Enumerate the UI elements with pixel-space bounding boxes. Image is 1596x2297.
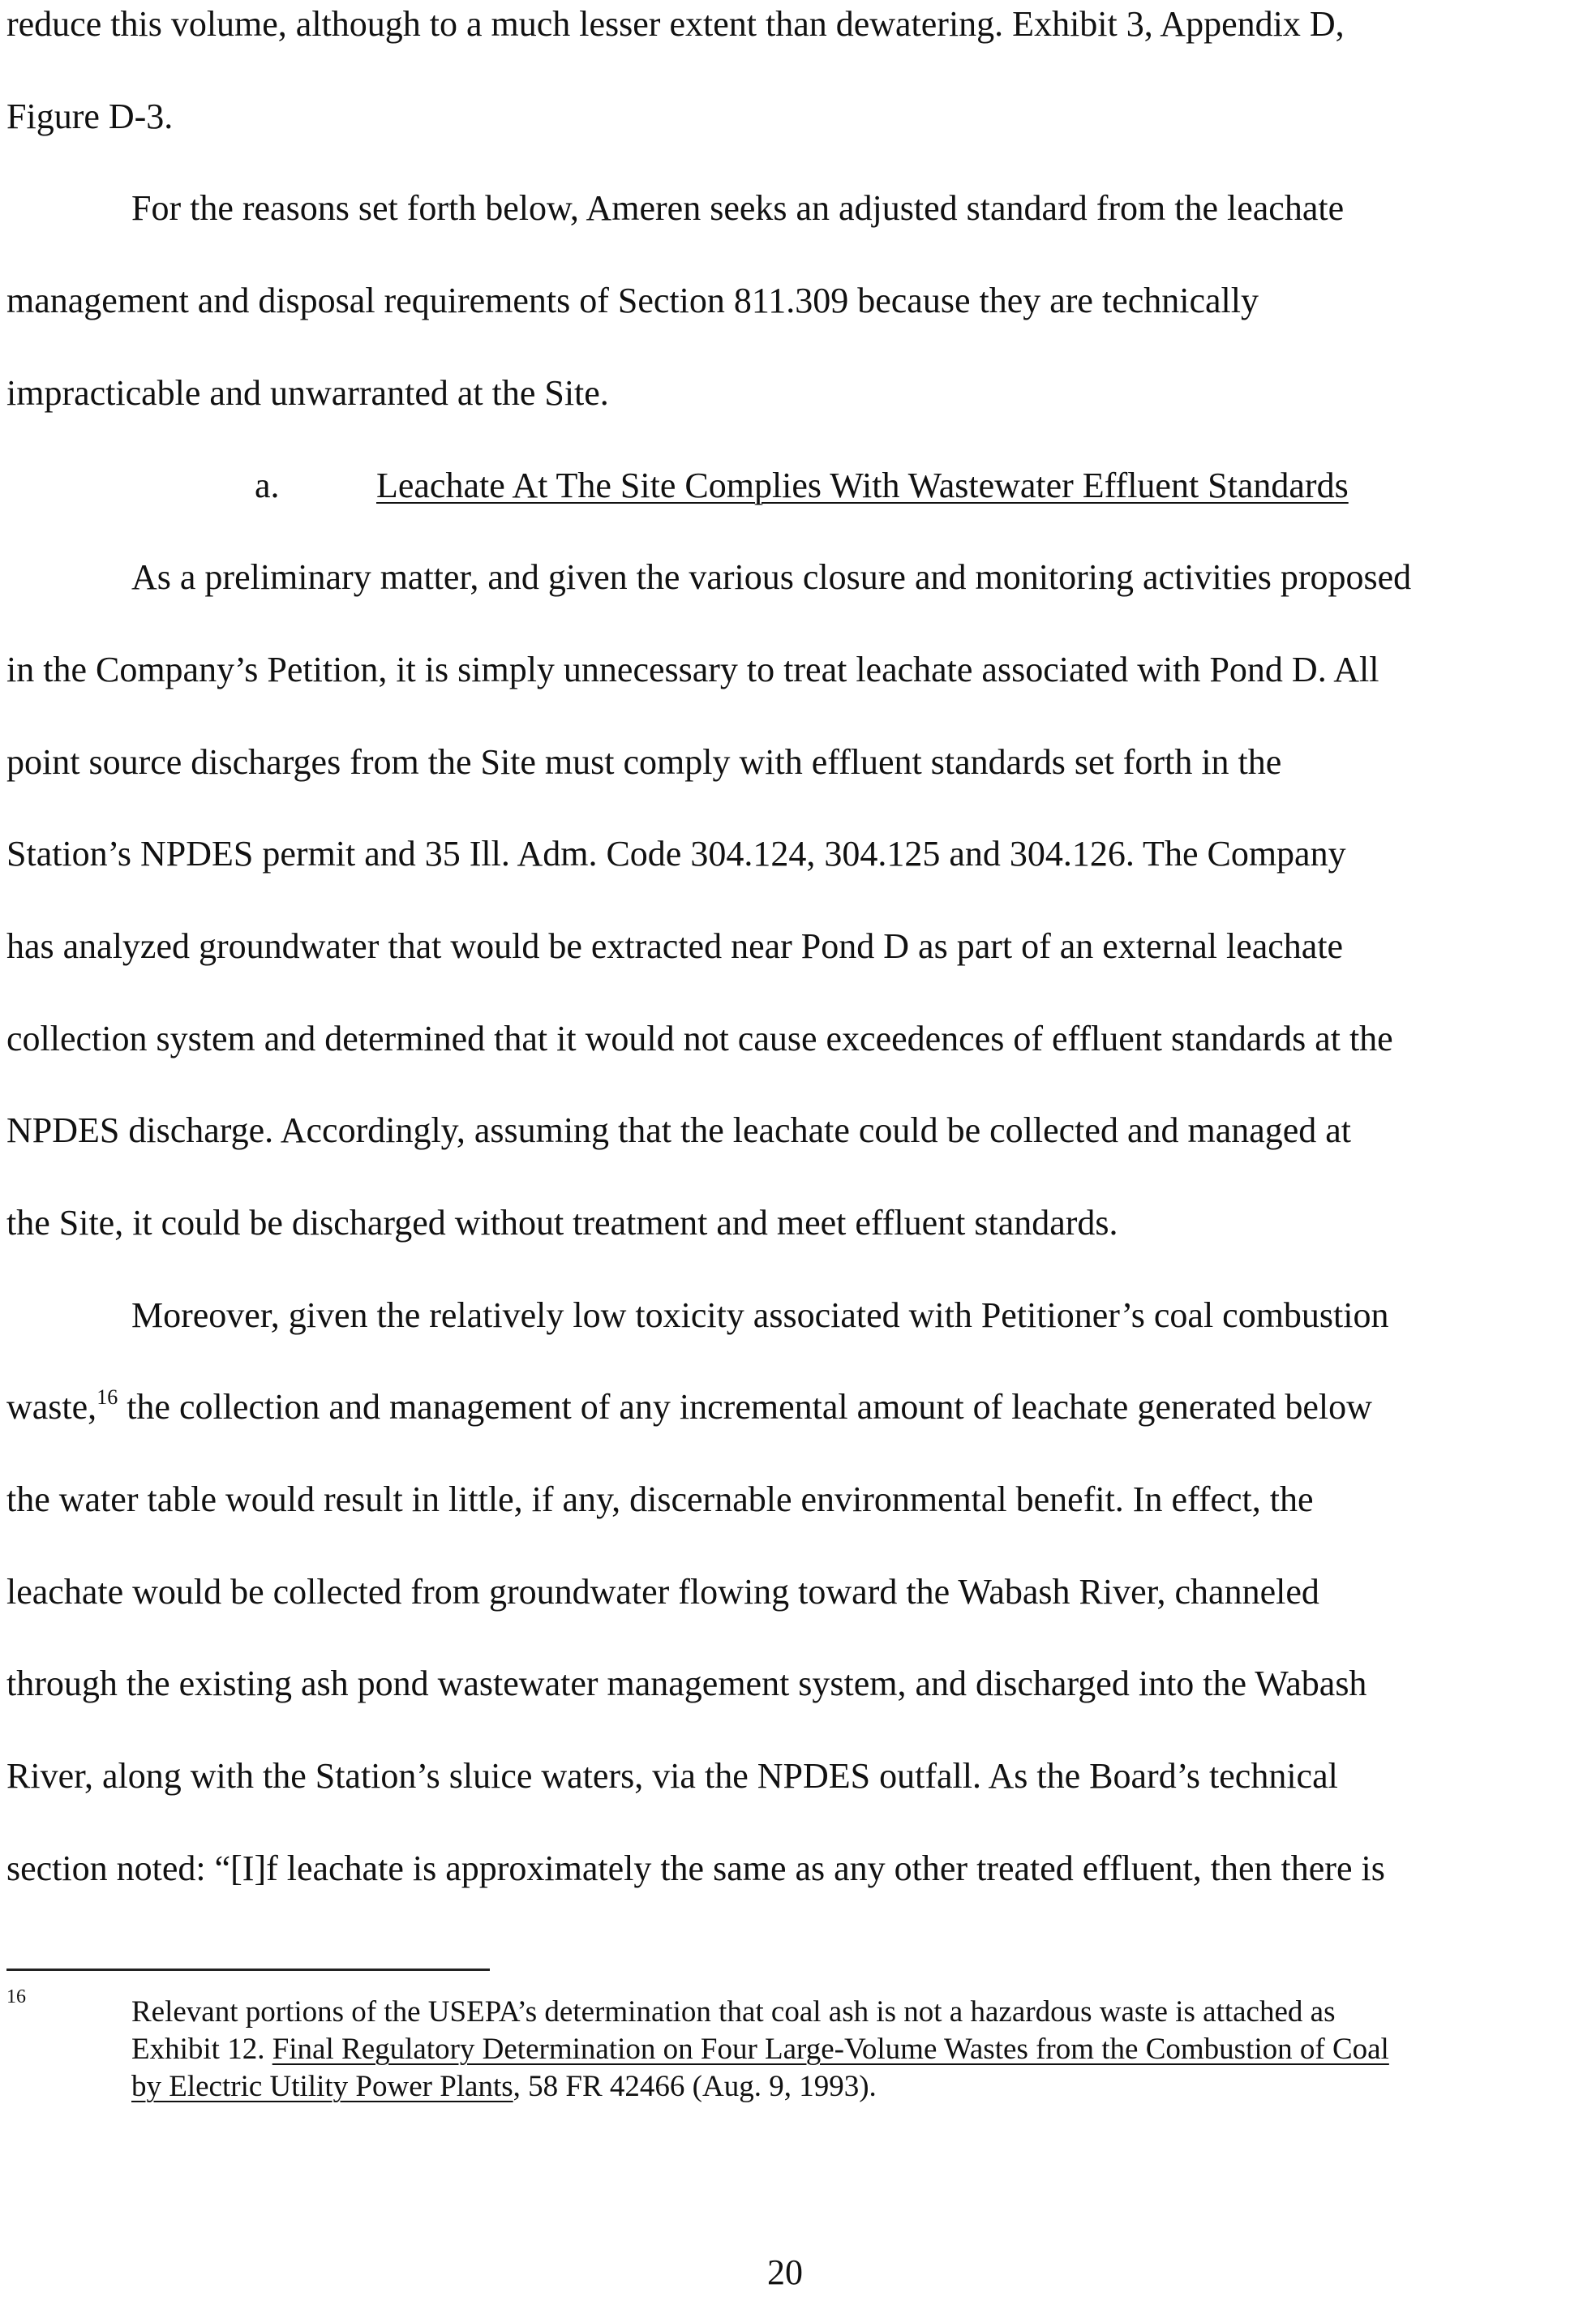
body-text-line: through the existing ash pond wastewater management system, and discharged into the Wabash	[6, 1664, 1367, 1703]
body-text-line: As a preliminary matter, and given the various closure and monitoring activities proposed	[131, 557, 1412, 597]
body-text-continuation: the collection and management of any incremental amount of leachate generated below	[118, 1387, 1372, 1427]
section-letter: a.	[255, 466, 280, 505]
body-text-line: has analyzed groundwater that would be extracted near Pond D as part of an external leachate	[6, 926, 1344, 966]
section-heading: Leachate At The Site Complies With Wastewater Effluent Standards	[376, 466, 1349, 505]
body-text-line: Figure D-3.	[6, 97, 174, 136]
footnote-citation-rest: , 58 FR 42466 (Aug. 9, 1993).	[513, 2070, 877, 2103]
footnote-citation-title: Final Regulatory Determination on Four Large-Volume Wastes from the Combustion of Coal	[272, 2033, 1389, 2066]
body-text-line: management and disposal requirements of Section 811.309 because they are technically	[6, 281, 1259, 320]
footnote-line: Relevant portions of the USEPA’s determination that coal ash is not a hazardous waste is attached as	[131, 1995, 1336, 2029]
footnote-line	[131, 2072, 877, 2102]
body-text-line: Moreover, given the relatively low toxicity associated with Petitioner’s coal combustion	[131, 1295, 1389, 1335]
body-text-line-with-note	[6, 1385, 1372, 1427]
body-text-line: point source discharges from the Site must comply with effluent standards set forth in the	[6, 742, 1282, 782]
body-text-line: reduce this volume, although to a much lesser extent than dewatering. Exhibit 3, Appendix D,	[6, 4, 1345, 44]
footnote-separator	[6, 1969, 490, 1971]
footnote-number: 16	[6, 1986, 26, 2007]
footnote-citation-title: by Electric Utility Power Plants	[131, 2070, 513, 2103]
body-text-line: Station’s NPDES permit and 35 Ill. Adm. Code 304.124, 304.125 and 304.126. The Company	[6, 834, 1346, 874]
body-text-line: the water table would result in little, if any, discernable environmental benefit. In effect, the	[6, 1479, 1314, 1519]
footnote-line	[131, 2034, 1389, 2064]
body-text-line: impracticable and unwarranted at the Site.	[6, 373, 609, 413]
body-text-line: the Site, it could be discharged without treatment and meet effluent standards.	[6, 1203, 1118, 1243]
waste-word: waste,	[6, 1387, 97, 1427]
body-text-line: River, along with the Station’s sluice waters, via the NPDES outfall. As the Board’s technical	[6, 1756, 1338, 1796]
body-text-line: section noted: “[I]f leachate is approximately the same as any other treated effluent, then there is	[6, 1848, 1385, 1888]
body-text-line: For the reasons set forth below, Ameren seeks an adjusted standard from the leachate	[131, 188, 1345, 228]
footnote-exhibit: Exhibit 12.	[131, 2033, 272, 2066]
body-text-line: NPDES discharge. Accordingly, assuming that the leachate could be collected and managed at	[6, 1110, 1352, 1150]
footnote-reference: 16	[97, 1385, 118, 1409]
body-text-line: collection system and determined that it would not cause exceedences of effluent standards at the	[6, 1019, 1393, 1058]
body-text-line: in the Company’s Petition, it is simply unnecessary to treat leachate associated with Pond D. All	[6, 650, 1379, 689]
body-text-line: leachate would be collected from groundwater flowing toward the Wabash River, channeled	[6, 1572, 1319, 1612]
page-number: 20	[767, 2252, 803, 2292]
